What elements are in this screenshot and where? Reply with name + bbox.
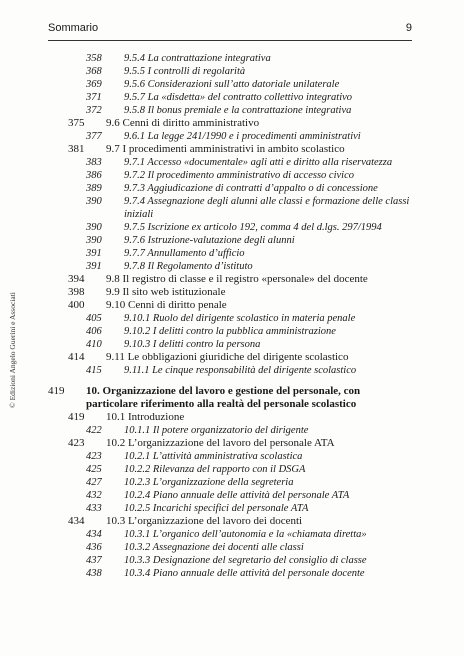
toc-entry[interactable] [48,260,412,273]
toc-entry-page: 422 [86,425,102,436]
toc-entry[interactable] [48,325,412,338]
toc-entry-title: 9.7.3 Aggiudicazione di contratti d’appalto o di concessione [124,183,378,194]
page-header [48,22,412,38]
toc-entry-title: 9.5.5 I controlli di regolarità [124,66,246,77]
toc-entry-title: 9.7.8 Il Regolamento d’istituto [124,261,253,272]
header-rule [48,40,412,41]
toc-entry-page: 406 [86,326,102,337]
toc-entry[interactable] [48,528,412,541]
toc-entry-title: 10.2 L’organizzazione del lavoro del personale ATA [106,437,335,449]
toc-entry[interactable] [48,312,412,325]
toc-entry-title: 9.7.2 Il procedimento amministrativo di accesso civico [124,170,354,181]
toc-entry[interactable] [48,489,412,502]
toc-entry-title: 10. Organizzazione del lavoro e gestione del personale, con particolare riferimento alla realtà del personale scolastico [86,385,361,410]
toc-entry-page: 438 [86,568,102,579]
toc-entry-title: 10.3 L’organizzazione del lavoro dei docenti [106,515,303,527]
toc-entry-page: 358 [86,53,102,64]
toc-entry-title: 9.7.1 Accesso «documentale» agli atti e diritto alla riservatezza [124,157,393,168]
toc-entry-page: 432 [86,490,102,501]
toc-entry-title: 9.9 Il sito web istituzionale [106,286,226,298]
toc-entry-title: 9.5.4 La contrattazione integrativa [124,53,271,64]
toc-entry[interactable] [48,541,412,554]
toc-entry[interactable] [48,450,412,463]
toc-entry[interactable] [48,156,412,169]
toc-entry-page: 386 [86,170,102,181]
toc-entry-page: 427 [86,477,102,488]
toc-entry-page: 368 [86,66,102,77]
toc-entry-page: 419 [68,411,85,423]
toc-entry-page: 423 [86,451,102,462]
toc-entry-title: 9.7.4 Assegnazione degli alunni alle classi e formazione delle classi iniziali [124,196,410,220]
toc-entry-title: 9.5.7 La «disdetta» del contratto collettivo integrativo [124,92,353,103]
toc-entry[interactable] [48,424,412,437]
toc-entry-title: 10.3.4 Piano annuale delle attività del personale docente [124,568,365,579]
toc-entry-title: 9.10.2 I delitti contro la pubblica amministrazione [124,326,336,337]
toc-entry-title: 9.5.8 Il bonus premiale e la contrattazione integrativa [124,105,352,116]
toc-entry[interactable] [48,65,412,78]
toc-entry[interactable] [48,91,412,104]
toc-entry-title: 10.1.1 Il potere organizzatorio del dirigente [124,425,309,436]
toc-entry[interactable] [48,195,412,221]
toc-entry[interactable] [48,78,412,91]
toc-entry-title: 9.7.6 Istruzione-valutazione degli alunni [124,235,295,246]
toc-entry-page: 410 [86,339,102,350]
toc-entry[interactable] [48,364,412,377]
toc-entry[interactable] [48,554,412,567]
toc-entry-title: 9.11.1 Le cinque responsabilità del dirigente scolastico [124,365,357,376]
section-title: Sommario [48,22,99,34]
toc-entry-title: 10.2.2 Rilevanza del rapporto con il DSGA [124,464,306,475]
toc-entry-page: 394 [68,273,85,285]
toc-entry-title: 10.3.1 L’organico dell’autonomia e la «chiamata diretta» [124,529,367,540]
toc-entry[interactable] [48,476,412,489]
toc-entry-page: 434 [86,529,102,540]
toc-entry-title: 9.7 I procedimenti amministrativi in ambito scolastico [106,143,345,155]
toc-entry-page: 375 [68,117,85,129]
toc-entry[interactable] [48,463,412,476]
toc-entry-page: 436 [86,542,102,553]
toc-entry-page: 371 [86,92,102,103]
toc-entry[interactable] [48,130,412,143]
toc-entry-title: 9.10.1 Ruolo del dirigente scolastico in materia penale [124,313,356,324]
toc-entry-page: 405 [86,313,102,324]
toc-entry-page: 369 [86,79,102,90]
toc-entry-page: 390 [86,222,102,233]
copyright-notice: © Edizioni Angelo Guerini e Associati [8,292,17,408]
toc-entry-title: 10.2.3 L’organizzazione della segreteria [124,477,294,488]
chapter-gap [48,377,412,385]
toc-entry-page: 414 [68,351,85,363]
toc-entry-title: 9.8 Il registro di classe e il registro «personale» del docente [106,273,368,285]
toc-entry[interactable] [48,234,412,247]
toc-entry[interactable] [48,385,412,411]
toc-entry-page: 389 [86,183,102,194]
toc-entry-page: 433 [86,503,102,514]
toc-entry-page: 391 [86,261,102,272]
toc-entry[interactable] [48,52,412,65]
toc-entry[interactable] [48,221,412,234]
toc-entry-title: 9.6 Cenni di diritto amministrativo [106,117,260,129]
toc-entry-page: 391 [86,248,102,259]
toc-entry-page: 415 [86,365,102,376]
toc-entry-page: 390 [86,235,102,246]
toc-entry-title: 10.3.2 Assegnazione dei docenti alle classi [124,542,304,553]
toc-entry[interactable] [48,567,412,580]
toc-entry-page: 372 [86,105,102,116]
toc-entry-title: 10.2.4 Piano annuale delle attività del personale ATA [124,490,350,501]
toc-entry[interactable] [48,143,412,156]
toc-entry-title: 9.11 Le obbligazioni giuridiche del dirigente scolastico [106,351,349,363]
toc-entry[interactable] [48,299,412,312]
toc-entry-title: 9.10.3 I delitti contro la persona [124,339,261,350]
toc-entry-title: 9.6.1 La legge 241/1990 e i procedimenti amministrativi [124,131,361,142]
toc-entry-title: 10.1 Introduzione [106,411,185,423]
toc-entry-page: 434 [68,515,85,527]
toc-entry-page: 400 [68,299,85,311]
toc-entry-title: 10.3.3 Designazione del segretario del consiglio di classe [124,555,367,566]
toc-entry[interactable] [48,351,412,364]
toc-entry-page: 419 [48,385,65,397]
toc-entry-title: 9.7.5 Iscrizione ex articolo 192, comma 4 del d.lgs. 297/1994 [124,222,382,233]
toc-entry-title: 10.2.5 Incarichi specifici del personale ATA [124,503,309,514]
toc-entry[interactable] [48,247,412,260]
toc-entry-title: 9.10 Cenni di diritto penale [106,299,227,311]
toc-entry-page: 390 [86,196,102,207]
toc-entry-title: 10.2.1 L’attività amministrativa scolastica [124,451,303,462]
toc-entry[interactable] [48,411,412,424]
toc-entry[interactable] [48,437,412,450]
toc-entry[interactable] [48,502,412,515]
toc-entry[interactable] [48,182,412,195]
toc-entry-page: 377 [86,131,102,142]
toc-entry[interactable] [48,104,412,117]
toc-entry-title: 9.7.7 Annullamento d’ufficio [124,248,245,259]
toc-entry[interactable] [48,286,412,299]
toc-entry-page: 423 [68,437,85,449]
toc-entry-page: 398 [68,286,85,298]
toc-entry-page: 425 [86,464,102,475]
toc-entry-title: 9.5.6 Considerazioni sull’atto datoriale unilaterale [124,79,340,90]
toc-entry-page: 437 [86,555,102,566]
toc-entry[interactable] [48,338,412,351]
toc-entry[interactable] [48,515,412,528]
page-number: 9 [405,22,412,34]
toc-entry-page: 381 [68,143,85,155]
table-of-contents [48,52,412,580]
toc-entry[interactable] [48,117,412,130]
toc-entry[interactable] [48,273,412,286]
toc-entry[interactable] [48,169,412,182]
toc-entry-page: 383 [86,157,102,168]
